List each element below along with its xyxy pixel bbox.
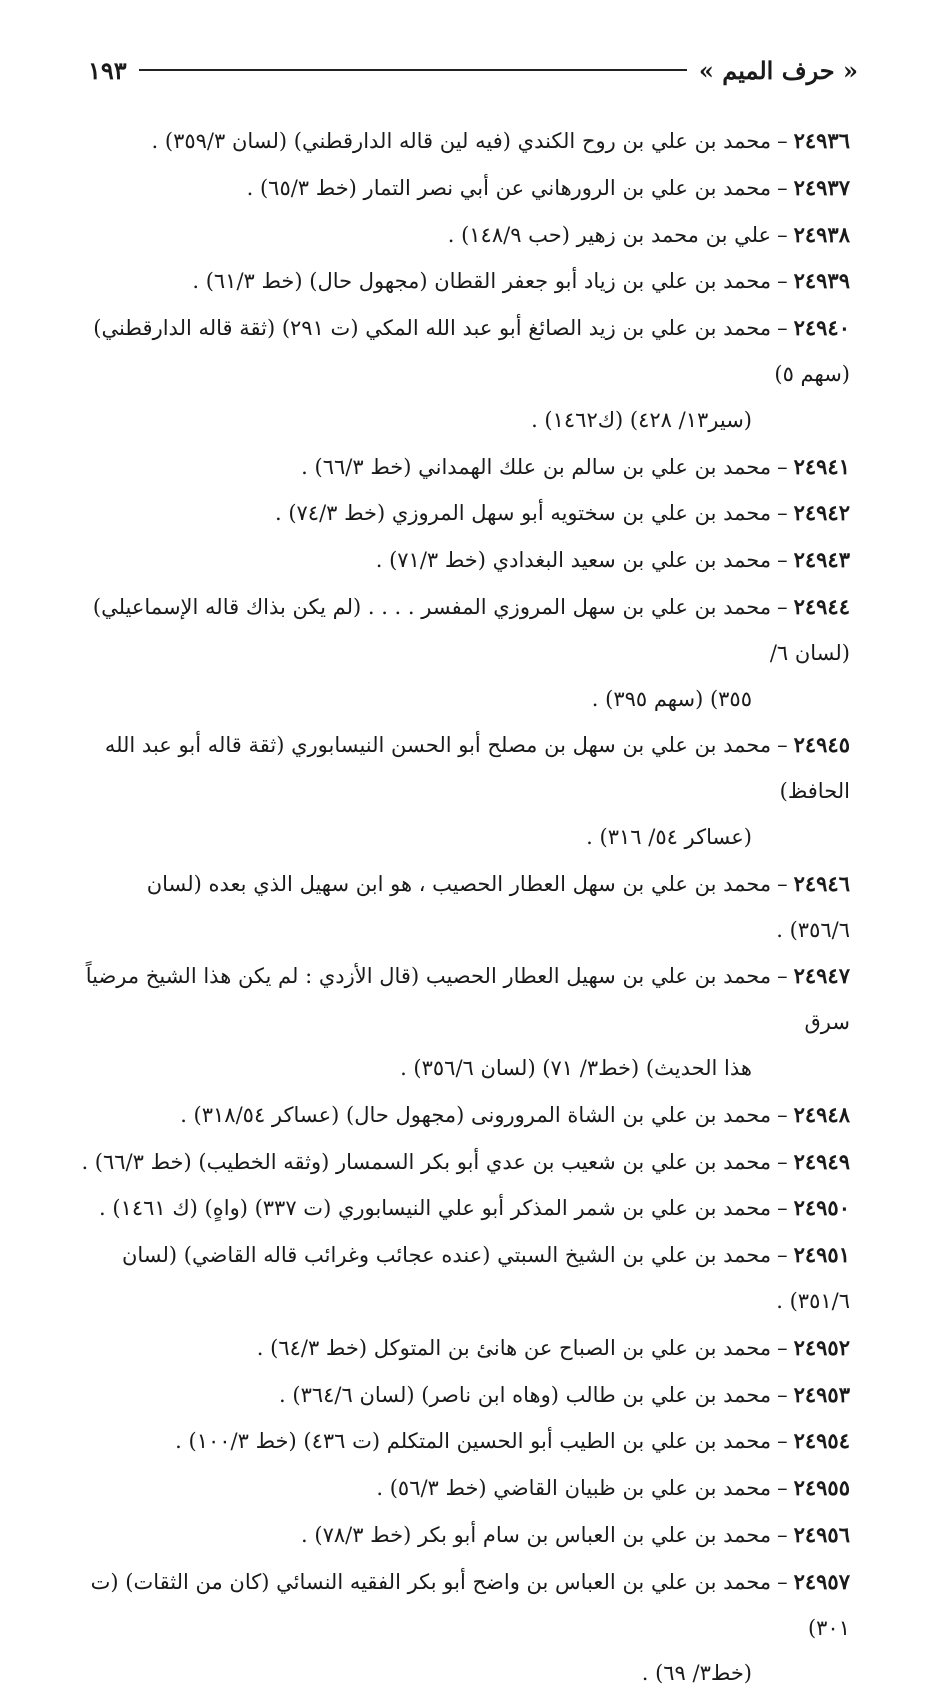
- entry-continuation: (سير١٣/ ٤٢٨) (ك١٤٦٢) .: [531, 407, 752, 432]
- entry-number: ٢٤٩٥٦: [793, 1521, 850, 1547]
- entry-number: ٢٤٩٥٥: [793, 1475, 850, 1501]
- entry-number: ٢٤٩٥٧: [793, 1568, 850, 1594]
- entry-text: محمد بن علي بن الرورهاني عن أبي نصر التمار (خط ٦٥/٣) .: [246, 175, 772, 200]
- entry-number: ٢٤٩٥٤: [793, 1428, 850, 1454]
- entry-number: ٢٤٩٤٥: [793, 732, 850, 758]
- entry: [80, 1418, 850, 1465]
- entry-dash: –: [777, 501, 788, 526]
- entry: [80, 1372, 850, 1419]
- entries-list: [80, 118, 850, 1697]
- page-header: [88, 52, 858, 88]
- entry: [80, 1465, 850, 1512]
- entry-text: محمد بن علي بن سهل بن مصلح أبو الحسن النيسابوري (ثقة قاله أبو عبد الله الحافظ): [104, 733, 850, 804]
- entry-dash: –: [777, 129, 788, 153]
- entry: [80, 584, 850, 722]
- entry: [80, 861, 850, 954]
- entry-dash: –: [777, 1382, 788, 1407]
- entry: [80, 118, 850, 165]
- entry-continuation: هذا الحديث) (خط٣/ ٧١) (لسان ٣٥٦/٦) .: [400, 1055, 752, 1080]
- entry-number: ٢٤٩٥٠: [793, 1195, 850, 1221]
- entry: [80, 1092, 850, 1139]
- page-number: ١٩٣: [88, 55, 127, 85]
- entry-number: ٢٤٩٣٩: [793, 268, 850, 294]
- entry-text: علي بن محمد بن زهير (حب ١٤٨/٩) .: [447, 222, 772, 247]
- entry: [80, 1325, 850, 1372]
- entry-text: محمد بن علي بن ظبيان القاضي (خط ٥٦/٣) .: [376, 1476, 772, 1501]
- entry: [80, 1139, 850, 1186]
- entry-number: ٢٤٩٤١: [793, 453, 850, 479]
- entry-number: ٢٤٩٤٤: [793, 593, 850, 619]
- entry-dash: –: [777, 733, 788, 758]
- entry-text: محمد بن علي بن زيد الصائغ أبو عبد الله المكي (ت ٢٩١) (ثقة قاله الدارقطني) (سهم ٥): [93, 316, 850, 386]
- entry-continuation: (خط٣/ ٦٩) .: [641, 1661, 752, 1686]
- entry-dash: –: [777, 1196, 788, 1221]
- entry-dash: –: [777, 1243, 788, 1268]
- entry-dash: –: [777, 316, 788, 341]
- entry-dash: –: [777, 1429, 788, 1454]
- entry-text: محمد بن علي بن سختويه أبو سهل المروزي (خط ٧٤/٣) .: [274, 501, 772, 526]
- entry-dash: –: [777, 1102, 788, 1127]
- entry-text: محمد بن علي بن سهل المروزي المفسر . . . . (لم يكن بذاك قاله الإسماعيلي) (لسان ٦/: [92, 594, 850, 665]
- chapter-title: « حرف الميم »: [698, 55, 858, 85]
- entry-text: محمد بن علي بن زياد أبو جعفر القطان (مجهول حال) (خط ٦١/٣) .: [192, 269, 772, 294]
- entry-dash: –: [777, 1335, 788, 1360]
- entry-dash: –: [777, 548, 788, 573]
- entry-continuation: (عساكر ٥٤/ ٣١٦) .: [586, 824, 752, 849]
- entry-text: محمد بن علي بن سهيل العطار الحصيب (قال الأزدي : لم يكن هذا الشيخ مرضياً سرق: [85, 964, 850, 1035]
- entry-text: محمد بن علي بن الشيخ السبتي (عنده عجائب وغرائب قاله القاضي) (لسان ٣٥١/٦) .: [121, 1243, 850, 1313]
- entry: [80, 953, 850, 1091]
- entry-dash: –: [777, 1522, 788, 1547]
- entry: [80, 1185, 850, 1232]
- entry-dash: –: [777, 1569, 788, 1594]
- entry-text: محمد بن علي بن الطيب أبو الحسين المتكلم (ت ٤٣٦) (خط ١٠٠/٣) .: [175, 1429, 772, 1454]
- entry-dash: –: [777, 594, 788, 619]
- entry-text: محمد بن علي بن طالب (وهاه ابن ناصر) (لسان ٣٦٤/٦) .: [279, 1382, 772, 1407]
- entry-text: محمد بن علي بن سعيد البغدادي (خط ٧١/٣) .: [375, 548, 772, 573]
- entry: [80, 258, 850, 305]
- entry-dash: –: [777, 1476, 788, 1501]
- entry-text: محمد بن علي بن الشاة المرورونى (مجهول حال) (عساكر ٣١٨/٥٤) .: [180, 1102, 772, 1127]
- entry-dash: –: [777, 269, 788, 294]
- entry-dash: –: [777, 871, 788, 896]
- entry-dash: –: [777, 1149, 788, 1174]
- entry-number: ٢٤٩٥٢: [793, 1334, 850, 1360]
- entry: [80, 1512, 850, 1559]
- entry: [80, 490, 850, 537]
- entry-text: محمد بن علي بن روح الكندي (فيه لين قاله الدارقطني) (لسان ٣٥٩/٣) .: [151, 129, 772, 153]
- entry-number: ٢٤٩٤٨: [793, 1101, 850, 1127]
- entry-dash: –: [777, 454, 788, 479]
- entry-number: ٢٤٩٣٨: [793, 221, 850, 247]
- entry-number: ٢٤٩٤٧: [793, 963, 850, 989]
- entry-number: ٢٤٩٣٦: [793, 128, 850, 153]
- entry-number: ٢٤٩٤٦: [793, 870, 850, 896]
- entry-text: محمد بن علي بن شعيب بن عدي أبو بكر السمسار (وثقه الخطيب) (خط ٦٦/٣) .: [81, 1149, 772, 1174]
- entry: [80, 1232, 850, 1325]
- entry-number: ٢٤٩٤٢: [793, 500, 850, 526]
- entry-dash: –: [777, 964, 788, 989]
- entry-text: محمد بن علي بن سهل العطار الحصيب ، هو ابن سهيل الذي بعده (لسان ٣٥٦/٦) .: [146, 871, 850, 942]
- entry-number: ٢٤٩٥٣: [793, 1381, 850, 1407]
- entry-continuation: ٣٥٥) (سهم ٣٩٥) .: [591, 686, 752, 711]
- entry-number: ٢٤٩٤٣: [793, 547, 850, 573]
- entry: [80, 1559, 850, 1697]
- entry: [80, 722, 850, 860]
- entry-dash: –: [777, 175, 788, 200]
- entry: [80, 165, 850, 212]
- entry-number: ٢٤٩٤٩: [793, 1148, 850, 1174]
- entry-text: محمد بن علي بن سالم بن علك الهمداني (خط ٦٦/٣) .: [301, 454, 772, 479]
- header-rule: [139, 69, 687, 71]
- entry-text: محمد بن علي بن شمر المذكر أبو علي النيسابوري (ت ٣٣٧) (واهٍ) (ك ١٤٦١) .: [99, 1196, 772, 1221]
- entry-text: محمد بن علي بن الصباح عن هانئ بن المتوكل (خط ٦٤/٣) .: [256, 1335, 772, 1360]
- entry-number: ٢٤٩٤٠: [793, 315, 850, 341]
- entry-text: محمد بن علي بن العباس بن سام أبو بكر (خط ٧٨/٣) .: [301, 1522, 772, 1547]
- entry-text: محمد بن علي بن العباس بن واضح أبو بكر الفقيه النسائي (كان من الثقات) (ت ٣٠١): [90, 1569, 850, 1640]
- entry: [80, 212, 850, 259]
- entry-dash: –: [777, 222, 788, 247]
- entry-number: ٢٤٩٥١: [793, 1242, 850, 1268]
- entry-number: ٢٤٩٣٧: [793, 174, 850, 200]
- entry: [80, 537, 850, 584]
- entry: [80, 444, 850, 491]
- entry: [80, 305, 850, 443]
